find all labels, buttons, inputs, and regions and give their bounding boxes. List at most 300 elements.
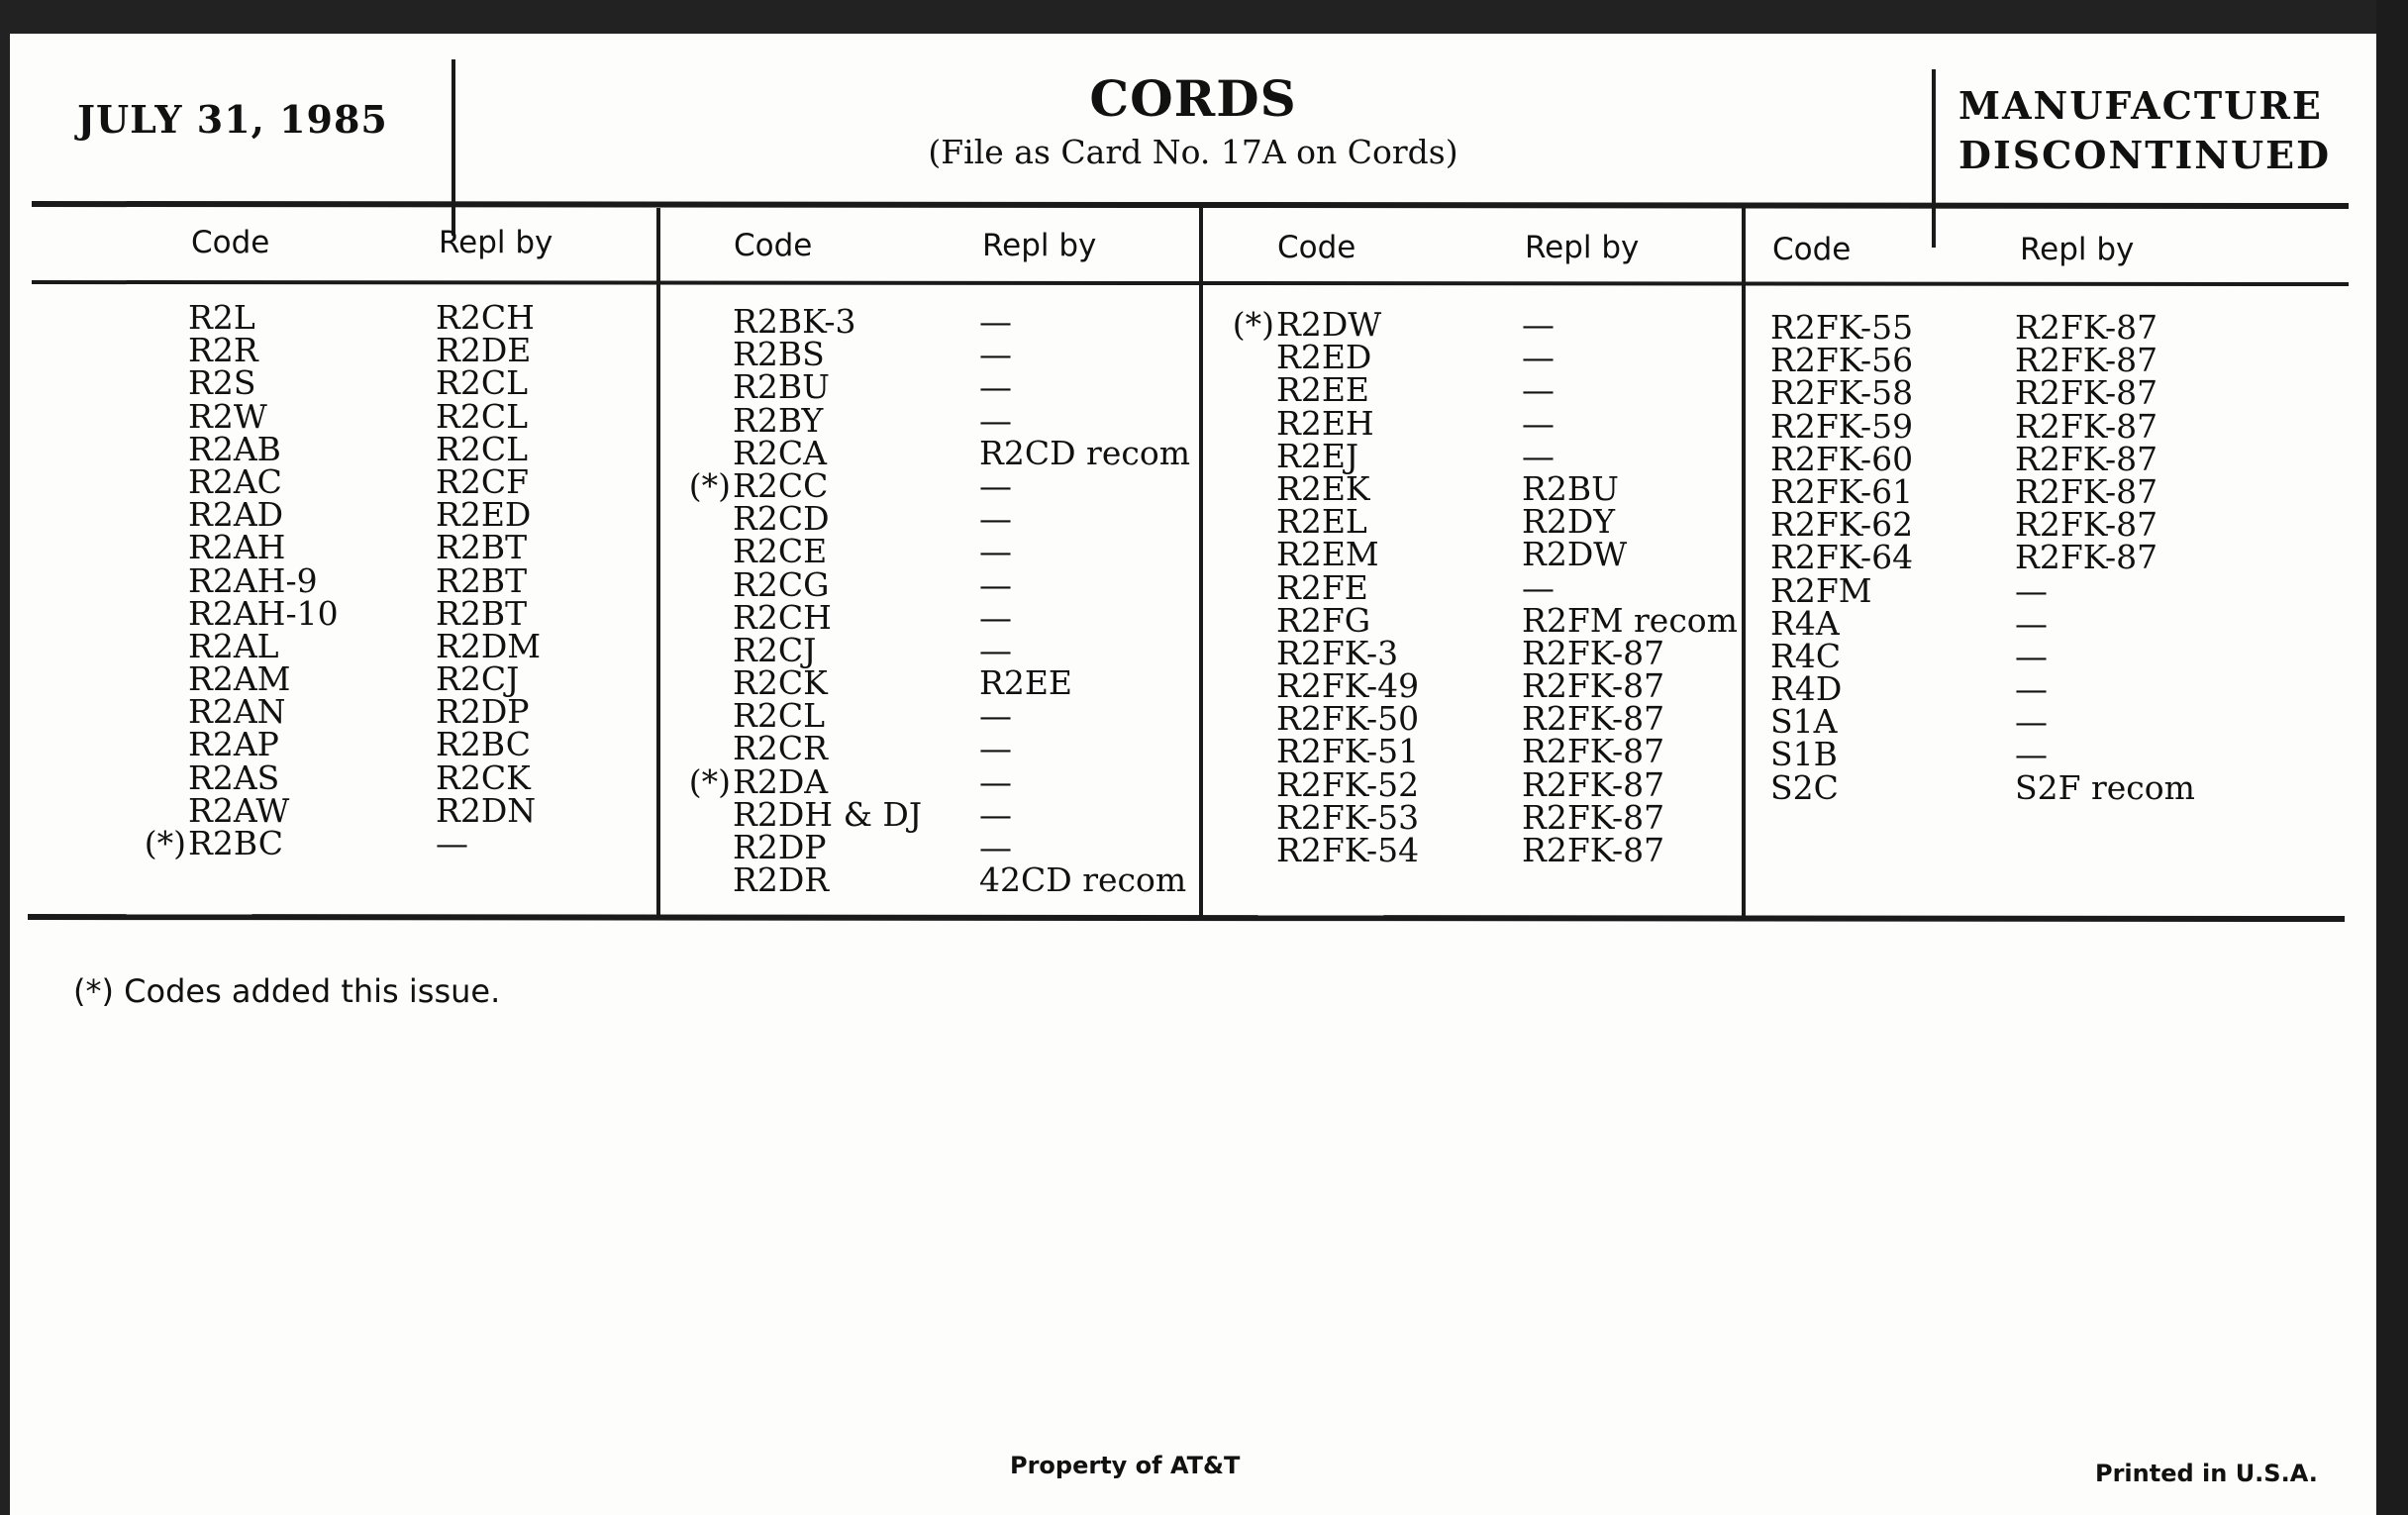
replacement-text: R2CD recom	[979, 433, 1190, 472]
code-header-4: Code	[1772, 232, 1852, 267]
code-cell	[1276, 699, 1420, 739]
replacement-cell	[979, 335, 1190, 374]
replacement-text: R2CL	[436, 429, 529, 468]
printed-in: Printed in U.S.A.	[2095, 1460, 2318, 1487]
code-text: R4D	[1770, 669, 1843, 709]
code-text: S2C	[1770, 767, 1839, 807]
replacement-text: R2DM	[436, 626, 542, 665]
repl-list-2	[979, 302, 1190, 900]
replacement-text: R2FK-87	[1522, 764, 1665, 804]
code-text: R2S	[188, 363, 256, 403]
code-text: R2EL	[1276, 502, 1367, 542]
code-cell	[1276, 502, 1419, 542]
code-cell	[733, 564, 922, 604]
replacement-cell	[436, 659, 541, 699]
code-text: R2CJ	[733, 630, 817, 669]
code-cell	[1770, 439, 1914, 478]
footnote: (*) Codes added this issue.	[73, 972, 501, 1010]
code-cell	[188, 626, 339, 665]
replacement-text: —	[1522, 436, 1555, 475]
replacement-text: R2EE	[979, 663, 1073, 703]
replacement-text: R2FK-87	[1522, 797, 1665, 837]
code-list-4	[1770, 308, 1914, 807]
replacement-cell	[1522, 831, 1738, 869]
replacement-text: R2DE	[436, 331, 532, 370]
code-cell	[144, 824, 339, 862]
code-text: R2AH	[188, 528, 286, 567]
code-cell	[188, 429, 339, 468]
replacement-cell	[979, 630, 1190, 669]
code-cell	[1276, 535, 1419, 574]
replacement-cell	[2015, 636, 2195, 675]
replacement-cell	[1522, 305, 1738, 344]
code-header-1: Code	[191, 225, 270, 260]
code-text: R2AP	[188, 725, 279, 764]
code-cell	[188, 593, 339, 633]
code-cell	[688, 465, 922, 505]
repl-header-2: Repl by	[982, 228, 1097, 263]
replacement-text: —	[979, 597, 1012, 637]
code-text: R2CL	[733, 696, 826, 736]
code-text: R2AW	[188, 790, 290, 830]
code-cell	[188, 461, 339, 501]
code-text: R2DP	[733, 828, 827, 866]
column-head-rule	[32, 280, 2349, 286]
replacement-text: R2FK-87	[2015, 308, 2158, 347]
added-marker: (*)	[688, 761, 731, 801]
replacement-text: —	[979, 828, 1012, 866]
replacement-text: —	[979, 367, 1012, 407]
code-text: R2AH-10	[188, 593, 339, 633]
replacement-text: —	[979, 794, 1012, 834]
code-cell	[733, 597, 922, 637]
replacement-cell	[1522, 567, 1738, 607]
replacement-text: —	[2015, 669, 2048, 709]
code-text: R2R	[188, 331, 258, 370]
code-cell	[733, 729, 922, 768]
code-text: S1B	[1770, 735, 1838, 774]
replacement-cell	[436, 626, 542, 665]
code-cell	[188, 298, 339, 337]
replacement-text: R2DN	[436, 790, 537, 830]
replacement-cell	[2015, 538, 2195, 577]
code-cell	[1770, 570, 1913, 610]
code-cell	[1770, 702, 1913, 742]
replacement-text: R2FK-87	[1522, 666, 1665, 706]
code-text: R2FK-3	[1276, 633, 1399, 672]
code-cell	[188, 659, 339, 699]
code-cell	[1770, 505, 1914, 545]
code-cell	[1232, 305, 1419, 344]
replacement-cell	[2015, 439, 2195, 478]
replacement-cell	[436, 331, 541, 370]
replacement-text: —	[979, 465, 1012, 505]
replacement-text: R2FK-87	[1522, 633, 1665, 672]
code-cell	[1770, 669, 1913, 709]
replacement-cell	[436, 790, 541, 830]
code-text: R2FK-59	[1770, 406, 1914, 446]
code-cell	[733, 335, 922, 374]
replacement-cell	[1522, 436, 1738, 475]
code-cell	[188, 331, 339, 370]
replacement-text: —	[1522, 305, 1555, 344]
code-cell	[1276, 666, 1420, 706]
replacement-text: R2FK-87	[2015, 439, 2158, 478]
code-text: R2FE	[1276, 567, 1368, 607]
replacement-cell	[979, 761, 1190, 801]
code-cell	[1276, 436, 1419, 475]
replacement-text: —	[2015, 570, 2048, 610]
replacement-cell	[979, 433, 1190, 472]
code-text: R2CC	[733, 465, 829, 505]
code-cell	[733, 433, 922, 472]
page-title: CORDS	[1089, 69, 1297, 128]
index-card	[10, 34, 2376, 1515]
replacement-text: R2BT	[436, 593, 528, 633]
replacement-cell	[1522, 764, 1738, 804]
code-cell	[1770, 471, 1914, 511]
code-cell	[1276, 403, 1419, 443]
replacement-text: R2BT	[436, 560, 528, 600]
replacement-cell	[1522, 797, 1738, 837]
replacement-cell	[1522, 633, 1738, 672]
replacement-cell	[1522, 699, 1738, 739]
repl-list-1	[436, 298, 542, 862]
replacement-cell	[2015, 471, 2195, 511]
replacement-cell	[979, 794, 1190, 834]
replacement-text: R2FK-87	[2015, 406, 2158, 446]
repl-list-4	[2015, 308, 2195, 807]
code-header-3: Code	[1277, 230, 1356, 265]
replacement-text: R2FK-87	[1522, 699, 1665, 739]
code-text: R2EK	[1276, 468, 1370, 508]
replacement-cell	[1522, 468, 1738, 508]
code-text: R2FK-49	[1276, 666, 1420, 706]
replacement-text: —	[1522, 338, 1555, 377]
replacement-text: —	[1522, 403, 1555, 443]
code-text: R2CR	[733, 729, 828, 768]
replacement-text: R2DY	[1522, 502, 1616, 542]
replacement-cell	[1522, 403, 1738, 443]
replacement-cell	[1522, 600, 1738, 640]
repl-header-1: Repl by	[439, 225, 553, 260]
replacement-cell	[436, 528, 541, 567]
code-list-2	[688, 302, 923, 900]
code-text: R2BU	[733, 367, 830, 407]
code-text: R2FK-58	[1770, 373, 1914, 413]
replacement-cell	[979, 400, 1190, 440]
code-text: R2CK	[733, 663, 828, 703]
code-text: R2FK-56	[1770, 341, 1914, 380]
code-text: R2FK-62	[1770, 505, 1914, 545]
replacement-cell	[436, 429, 541, 468]
added-marker: (*)	[688, 465, 731, 505]
replacement-cell	[436, 824, 541, 862]
status-block	[1958, 81, 2355, 180]
replacement-cell	[436, 298, 541, 337]
code-text: R4C	[1770, 636, 1842, 675]
replacement-cell	[2015, 603, 2195, 643]
replacement-text: —	[979, 761, 1012, 801]
code-cell	[1276, 732, 1420, 771]
code-cell	[733, 499, 922, 539]
replacement-text: R2FK-87	[2015, 471, 2158, 511]
replacement-cell	[979, 465, 1190, 505]
code-cell	[188, 692, 339, 732]
replacement-text: —	[979, 335, 1012, 374]
replacement-text: —	[979, 696, 1012, 736]
replacement-text: R2BC	[436, 725, 531, 764]
code-cell	[188, 560, 339, 600]
replacement-text: —	[979, 630, 1012, 669]
code-cell	[1770, 636, 1913, 675]
replacement-text: —	[979, 400, 1012, 440]
code-cell	[1770, 341, 1914, 380]
repl-list-3	[1522, 305, 1738, 869]
status-line-2: DISCONTINUED	[1958, 133, 2332, 177]
code-cell	[733, 367, 922, 407]
code-cell	[1276, 764, 1420, 804]
replacement-text: —	[979, 302, 1012, 341]
code-cell	[188, 528, 339, 567]
replacement-cell	[436, 495, 541, 535]
code-cell	[1276, 468, 1419, 508]
replacement-cell	[979, 696, 1190, 736]
code-cell	[733, 630, 922, 669]
replacement-text: R2CF	[436, 461, 529, 501]
header-divider-left	[452, 59, 455, 236]
replacement-cell	[2015, 570, 2195, 610]
code-text: R2DH & DJ	[733, 794, 923, 834]
code-text: R2BY	[733, 400, 824, 440]
code-text: R2EJ	[1276, 436, 1359, 475]
code-text: R2EM	[1276, 535, 1379, 574]
code-cell	[188, 363, 339, 403]
replacement-cell	[979, 828, 1190, 866]
property-notice: Property of AT&T	[1010, 1452, 1241, 1479]
code-cell	[688, 761, 922, 801]
code-cell	[733, 400, 922, 440]
code-text: R2AB	[188, 429, 281, 468]
code-text: R2FG	[1276, 600, 1371, 640]
replacement-text: —	[2015, 702, 2048, 742]
replacement-text: R2FK-87	[2015, 538, 2158, 577]
replacement-cell	[2015, 373, 2195, 413]
code-cell	[1770, 538, 1914, 577]
replacement-cell	[979, 860, 1190, 900]
replacement-text: R2FM recom	[1522, 600, 1738, 640]
code-text: R2AM	[188, 659, 291, 699]
code-text: R2FK-61	[1770, 471, 1914, 511]
code-text: R2L	[188, 298, 255, 337]
code-list-3	[1232, 305, 1420, 869]
code-cell	[1276, 797, 1420, 837]
code-text: R2BK-3	[733, 302, 856, 341]
code-text: R2AH-9	[188, 560, 318, 600]
code-text: R2EE	[1276, 370, 1370, 410]
replacement-text: R2CL	[436, 363, 529, 403]
code-text: R2BS	[733, 335, 825, 374]
code-text: R2CA	[733, 433, 827, 472]
replacement-text: R2CK	[436, 758, 531, 797]
code-cell	[733, 532, 922, 571]
replacement-cell	[979, 367, 1190, 407]
column-divider-1	[656, 208, 660, 919]
code-text: R2AD	[188, 495, 284, 535]
code-text: R4A	[1770, 603, 1840, 643]
replacement-text: R2DW	[1522, 535, 1628, 574]
replacement-text: —	[1522, 567, 1555, 607]
code-text: R2ED	[1276, 338, 1372, 377]
replacement-cell	[436, 396, 541, 436]
replacement-cell	[979, 729, 1190, 768]
code-cell	[1276, 600, 1419, 640]
status-line-1: MANUFACTURE	[1958, 83, 2323, 128]
code-text: R2CD	[733, 499, 830, 539]
filing-note: (File as Card No. 17A on Cords)	[928, 133, 1458, 171]
replacement-cell	[436, 725, 541, 764]
code-text: R2CG	[733, 564, 830, 604]
code-cell	[1770, 767, 1913, 807]
code-cell	[733, 860, 922, 900]
replacement-cell	[2015, 308, 2195, 347]
code-text: R2DA	[733, 761, 829, 801]
code-text: R2FK-50	[1276, 699, 1420, 739]
code-cell	[1276, 831, 1420, 869]
replacement-cell	[2015, 669, 2195, 709]
replacement-cell	[1522, 502, 1738, 542]
code-cell	[188, 396, 339, 436]
code-text: R2FK-54	[1276, 831, 1420, 869]
replacement-cell	[2015, 702, 2195, 742]
scan-background	[2376, 0, 2408, 1515]
replacement-cell	[436, 692, 541, 732]
replacement-text: R2FK-87	[1522, 732, 1665, 771]
replacement-cell	[436, 363, 541, 403]
code-cell	[733, 828, 922, 866]
replacement-text: —	[979, 729, 1012, 768]
replacement-text: —	[979, 532, 1012, 571]
code-text: R2FK-55	[1770, 308, 1914, 347]
code-text: R2BC	[188, 824, 283, 862]
code-cell	[188, 495, 339, 535]
code-text: R2AL	[188, 626, 279, 665]
code-text: R2FK-52	[1276, 764, 1420, 804]
replacement-cell	[979, 499, 1190, 539]
code-text: R2FM	[1770, 570, 1872, 610]
replacement-text: R2ED	[436, 495, 532, 535]
replacement-cell	[1522, 535, 1738, 574]
replacement-text: R2BU	[1522, 468, 1619, 508]
code-text: R2CE	[733, 532, 828, 571]
code-text: R2FK-53	[1276, 797, 1420, 837]
code-header-2: Code	[734, 228, 813, 263]
replacement-cell	[979, 532, 1190, 571]
code-text: R2AN	[188, 692, 286, 732]
replacement-cell	[979, 302, 1190, 341]
code-cell	[1770, 373, 1914, 413]
replacement-text: R2FK-87	[1522, 831, 1665, 869]
code-cell	[1276, 370, 1419, 410]
code-cell	[1770, 603, 1913, 643]
replacement-cell	[1522, 338, 1738, 377]
replacement-text: —	[436, 824, 468, 862]
code-cell	[1770, 735, 1913, 774]
replacement-text: —	[2015, 636, 2048, 675]
replacement-text: R2FK-87	[2015, 341, 2158, 380]
code-cell	[1770, 406, 1914, 446]
code-text: R2FK-60	[1770, 439, 1914, 478]
code-text: S1A	[1770, 702, 1838, 742]
code-cell	[1276, 338, 1419, 377]
code-text: R2DR	[733, 860, 830, 900]
replacement-cell	[436, 461, 541, 501]
code-cell	[733, 302, 922, 341]
replacement-cell	[436, 593, 541, 633]
header-divider-right	[1932, 69, 1936, 248]
replacement-text: R2CJ	[436, 659, 520, 699]
column-divider-3	[1742, 208, 1746, 919]
code-cell	[188, 725, 339, 764]
replacement-cell	[2015, 406, 2195, 446]
replacement-text: —	[2015, 735, 2048, 774]
replacement-text: R2FK-87	[2015, 373, 2158, 413]
code-text: R2FK-51	[1276, 732, 1420, 771]
replacement-cell	[2015, 505, 2195, 545]
code-cell	[1276, 567, 1419, 607]
table-bottom-rule	[28, 914, 2345, 922]
replacement-text: —	[2015, 603, 2048, 643]
code-cell	[1276, 633, 1419, 672]
replacement-cell	[2015, 735, 2195, 774]
replacement-text: 42CD recom	[979, 860, 1187, 900]
header-rule	[32, 201, 2349, 209]
code-cell	[733, 794, 923, 834]
column-divider-2	[1199, 208, 1203, 919]
replacement-cell	[2015, 341, 2195, 380]
code-text: R2AS	[188, 758, 280, 797]
code-text: R2DW	[1276, 305, 1382, 344]
replacement-cell	[1522, 666, 1738, 706]
code-cell	[733, 663, 922, 703]
replacement-cell	[436, 758, 541, 797]
issue-date: JULY 31, 1985	[77, 97, 388, 142]
replacement-cell	[436, 560, 541, 600]
repl-header-3: Repl by	[1525, 230, 1640, 265]
added-marker: (*)	[144, 824, 186, 862]
replacement-text: R2CH	[436, 298, 535, 337]
replacement-text: S2F recom	[2015, 767, 2195, 807]
replacement-text: R2FK-87	[2015, 505, 2158, 545]
replacement-cell	[979, 564, 1190, 604]
replacement-cell	[2015, 767, 2195, 807]
replacement-text: R2DP	[436, 692, 530, 732]
code-text: R2AC	[188, 461, 282, 501]
replacement-cell	[979, 597, 1190, 637]
replacement-cell	[1522, 370, 1738, 410]
code-text: R2EH	[1276, 403, 1374, 443]
code-text: R2FK-64	[1770, 538, 1914, 577]
replacement-cell	[1522, 732, 1738, 771]
code-cell	[733, 696, 922, 736]
replacement-text: R2CL	[436, 396, 529, 436]
code-cell	[1770, 308, 1914, 347]
replacement-text: R2BT	[436, 528, 528, 567]
replacement-text: —	[979, 499, 1012, 539]
replacement-text: —	[979, 564, 1012, 604]
replacement-cell	[979, 663, 1190, 703]
code-cell	[188, 790, 339, 830]
